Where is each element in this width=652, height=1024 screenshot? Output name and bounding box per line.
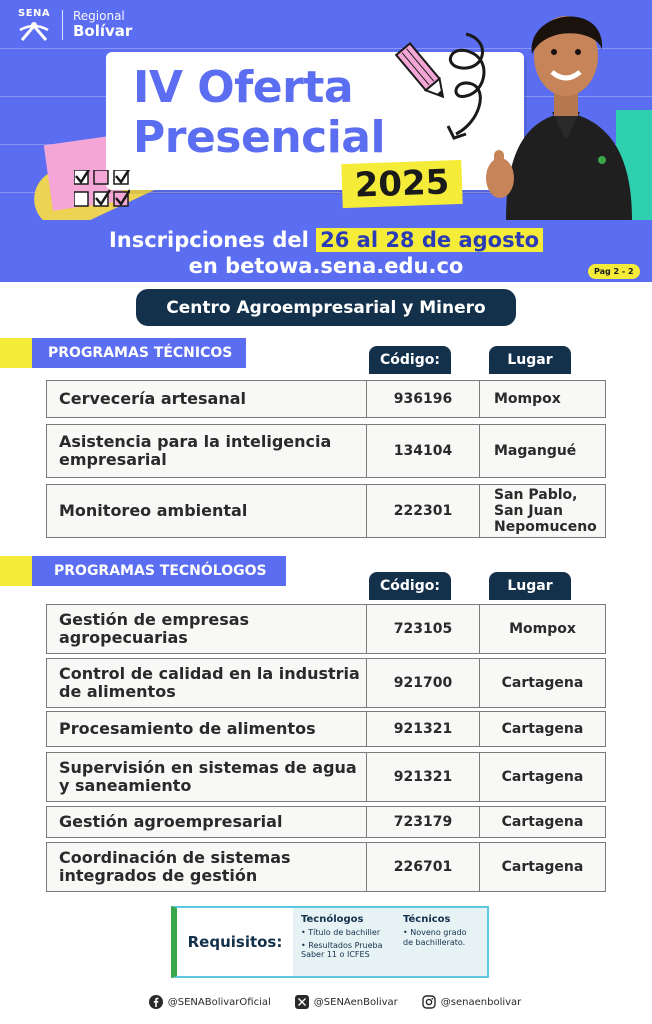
- region-name: Bolívar: [73, 22, 133, 41]
- person-illustration: [486, 0, 652, 220]
- program-place: Magangué: [494, 442, 577, 459]
- requirements-tecnologos: [301, 914, 393, 970]
- title-line-1: IV Oferta: [133, 62, 354, 113]
- inscriptions-prefix: Inscripciones del: [108, 228, 309, 252]
- inscriptions-url[interactable]: en betowa.sena.edu.co: [188, 254, 464, 278]
- program-name: Cervecería artesanal: [47, 381, 367, 417]
- program-name: Control de calidad en la industria de alimentos: [47, 659, 367, 707]
- program-name: Gestión agroempresarial: [47, 807, 367, 837]
- table-row: [46, 424, 606, 478]
- year-badge: 2025: [341, 160, 462, 208]
- program-place: Mompox: [494, 390, 561, 407]
- program-code: 936196: [367, 381, 480, 417]
- section-accent: [0, 556, 32, 586]
- requirements-tecnicos-heading: Técnicos: [403, 914, 451, 925]
- requirements-box: [171, 906, 489, 978]
- facebook-handle: @SENABolivarOficial: [167, 996, 271, 1008]
- x-handle: @SENAenBolivar: [313, 996, 398, 1008]
- program-place: Cartagena: [501, 674, 584, 691]
- program-code: 723179: [367, 807, 480, 837]
- program-name: Monitoreo ambiental: [47, 485, 367, 537]
- program-name: Asistencia para la inteligencia empresarial: [47, 425, 367, 477]
- program-code: 134104: [367, 425, 480, 477]
- requirements-title: Requisitos:: [177, 908, 293, 976]
- column-place-header: Lugar: [489, 346, 571, 374]
- table-row: [46, 806, 606, 838]
- requirements-tecnicos: [403, 914, 479, 970]
- instagram-handle: @senaenbolivar: [440, 996, 522, 1008]
- program-code: 921700: [367, 659, 480, 707]
- table-row: [46, 658, 606, 708]
- table-row: [46, 484, 606, 538]
- program-name: Supervisión en sistemas de agua y saneamiento: [47, 753, 367, 801]
- program-name: Procesamiento de alimentos: [47, 712, 367, 746]
- section-accent: [0, 338, 32, 368]
- sena-logo: [16, 8, 132, 42]
- sena-logo-text: SENA: [18, 8, 51, 19]
- region-label: Regional: [73, 9, 125, 24]
- section-label-tecnicos: PROGRAMAS TÉCNICOS: [32, 338, 246, 368]
- program-code: 226701: [367, 843, 480, 891]
- instagram-link[interactable]: [422, 995, 522, 1009]
- program-name: Coordinación de sistemas integrados de gestión: [47, 843, 367, 891]
- column-code-header: Código:: [369, 572, 451, 600]
- inscriptions-dates: 26 al 28 de agosto: [316, 228, 543, 252]
- requirements-tecnologos-heading: Tecnólogos: [301, 914, 364, 925]
- x-link[interactable]: [295, 995, 398, 1009]
- instagram-icon: [422, 995, 436, 1009]
- column-place-header: Lugar: [489, 572, 571, 600]
- requirement-item: • Resultados Prueba Saber 11 o ICFES: [301, 940, 383, 960]
- inscriptions-line: [0, 228, 652, 252]
- section-label-tecnologos: PROGRAMAS TECNÓLOGOS: [32, 556, 286, 586]
- program-code: 921321: [367, 753, 480, 801]
- requirement-item: • Noveno grado de bachillerato.: [403, 928, 467, 947]
- program-code: 723105: [367, 605, 480, 653]
- facebook-icon: [149, 995, 163, 1009]
- table-row: [46, 752, 606, 802]
- table-row: [46, 842, 606, 892]
- title-line-2: Presencial: [133, 112, 386, 163]
- program-place: Cartagena: [501, 858, 584, 875]
- program-code: 222301: [367, 485, 480, 537]
- sena-logo-icon: [16, 8, 52, 42]
- table-row: [46, 711, 606, 747]
- table-row: [46, 604, 606, 654]
- program-place: San Pablo, San Juan Nepomuceno: [494, 486, 597, 536]
- program-name: Gestión de empresas agropecuarias: [47, 605, 367, 653]
- center-name: Centro Agroempresarial y Minero: [136, 289, 516, 326]
- page-indicator: Pag 2 - 2: [588, 264, 640, 279]
- checkbox-grid-icon: [74, 170, 130, 210]
- program-place: Cartagena: [501, 813, 584, 830]
- table-row: [46, 380, 606, 418]
- column-code-header: Código:: [369, 346, 451, 374]
- requirement-item: • Título de bachiller: [301, 928, 381, 937]
- facebook-link[interactable]: [149, 995, 271, 1009]
- social-footer: [150, 990, 520, 1014]
- x-icon: [295, 995, 309, 1009]
- program-place: Cartagena: [501, 720, 584, 737]
- program-place: Mompox: [509, 620, 576, 637]
- program-code: 921321: [367, 712, 480, 746]
- program-place: Cartagena: [501, 768, 584, 785]
